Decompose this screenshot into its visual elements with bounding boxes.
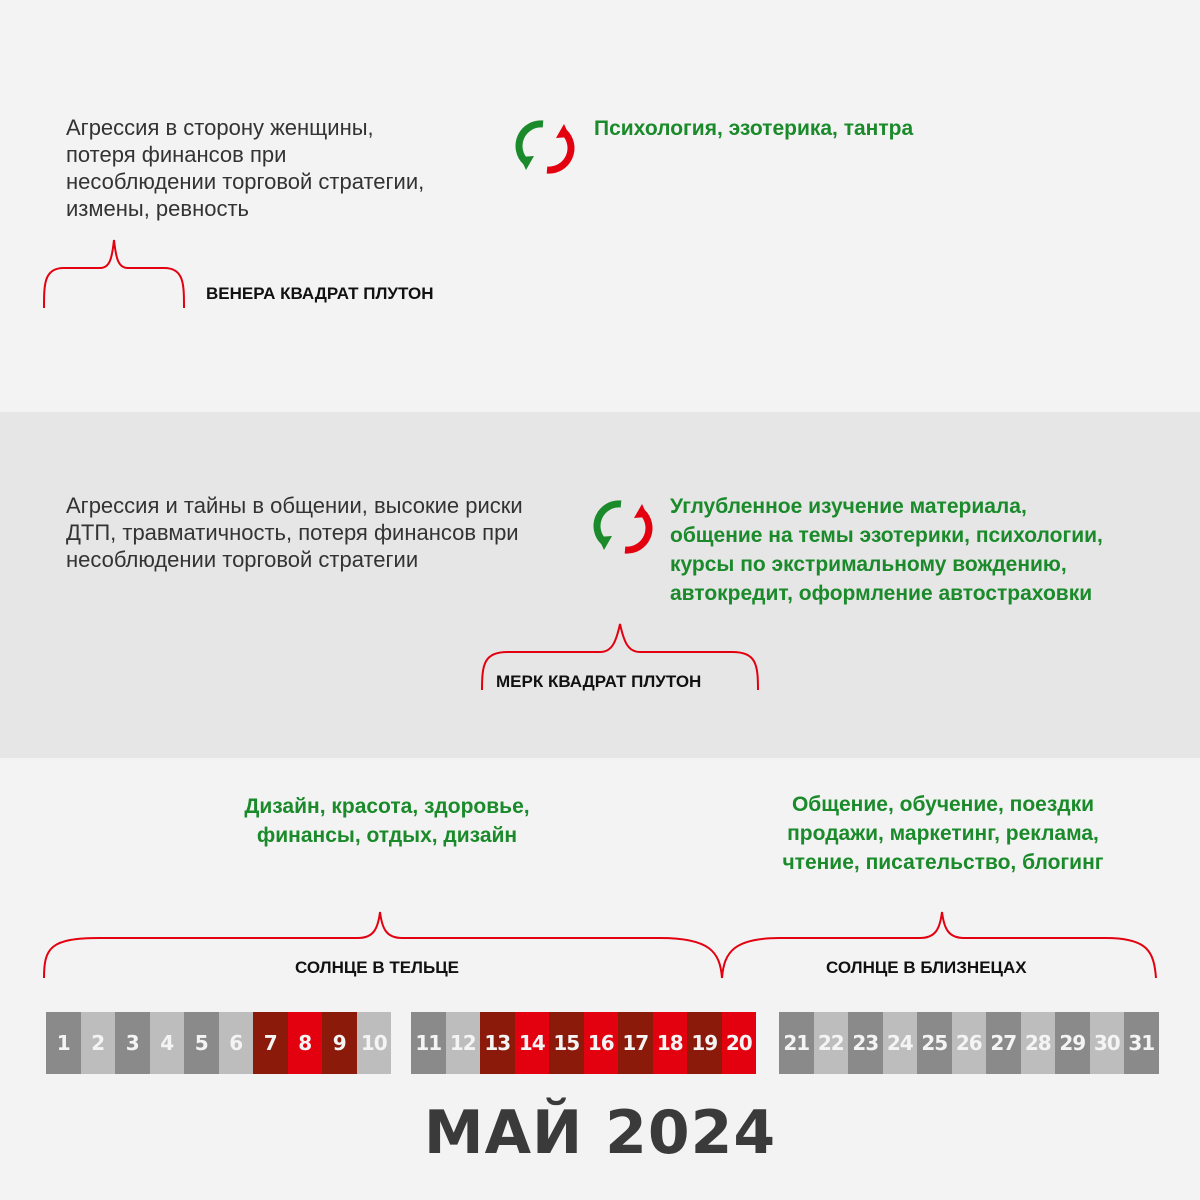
mercury-aspect-label: МЕРК КВАДРАТ ПЛУТОН: [496, 672, 702, 691]
day-cell: 25: [917, 1012, 952, 1074]
day-cell: 16: [584, 1012, 619, 1074]
day-cell: 22: [814, 1012, 849, 1074]
day-cell: 2: [81, 1012, 116, 1074]
venus-bracket: [40, 236, 190, 310]
day-cell: 24: [883, 1012, 918, 1074]
venus-risks-text: Агрессия в сторону женщины, потеря финансов при несоблюдении торговой стратегии, измены, ревность: [66, 115, 425, 221]
day-cell: 29: [1055, 1012, 1090, 1074]
day-cell: 8: [288, 1012, 323, 1074]
day-cell: 5: [184, 1012, 219, 1074]
day-cell: 31: [1124, 1012, 1159, 1074]
day-cell: 18: [653, 1012, 688, 1074]
days-group-3: [779, 1012, 1159, 1074]
venus-opportunities-text: Психология, эзотерика, тантра: [594, 117, 914, 140]
recycle-arrows-icon: [592, 496, 654, 558]
mercury-opportunities-text: Углубленное изучение материала, общение на темы эзотерики, психологии, курсы по экстримальному вождению, автокредит, оформление автостраховки: [670, 495, 1103, 605]
day-cell: 3: [115, 1012, 150, 1074]
month-title: МАЙ 2024: [423, 1098, 777, 1168]
gemini-topics-text: Общение, обучение, поездки продажи, маркетинг, реклама, чтение, писательство, блогинг: [782, 793, 1104, 874]
day-cell: 19: [687, 1012, 722, 1074]
recycle-arrows-icon: [514, 116, 576, 178]
days-group-1: [46, 1012, 391, 1074]
day-cell: 17: [618, 1012, 653, 1074]
day-cell: 7: [253, 1012, 288, 1074]
day-cell: 14: [515, 1012, 550, 1074]
day-cell: 10: [357, 1012, 392, 1074]
day-cell: 21: [779, 1012, 814, 1074]
day-cell: 6: [219, 1012, 254, 1074]
day-cell: 15: [549, 1012, 584, 1074]
gemini-label: СОЛНЦЕ В БЛИЗНЕЦАХ: [826, 958, 1027, 977]
taurus-topics-text: Дизайн, красота, здоровье, финансы, отдых, дизайн: [244, 795, 530, 847]
day-cell: 23: [848, 1012, 883, 1074]
taurus-label: СОЛНЦЕ В ТЕЛЬЦЕ: [295, 958, 459, 977]
mercury-risks-text: Агрессия и тайны в общении, высокие риски ДТП, травматичность, потеря финансов при несоблюдении торговой стратегии: [66, 493, 523, 572]
venus-aspect-label: ВЕНЕРА КВАДРАТ ПЛУТОН: [206, 284, 434, 303]
day-cell: 30: [1090, 1012, 1125, 1074]
day-cell: 4: [150, 1012, 185, 1074]
day-cell: 11: [411, 1012, 446, 1074]
day-cell: 9: [322, 1012, 357, 1074]
day-cell: 12: [446, 1012, 481, 1074]
day-cell: 28: [1021, 1012, 1056, 1074]
day-cell: 20: [722, 1012, 757, 1074]
day-cell: 13: [480, 1012, 515, 1074]
days-group-2: [411, 1012, 756, 1074]
day-cell: 1: [46, 1012, 81, 1074]
day-cell: 26: [952, 1012, 987, 1074]
day-cell: 27: [986, 1012, 1021, 1074]
